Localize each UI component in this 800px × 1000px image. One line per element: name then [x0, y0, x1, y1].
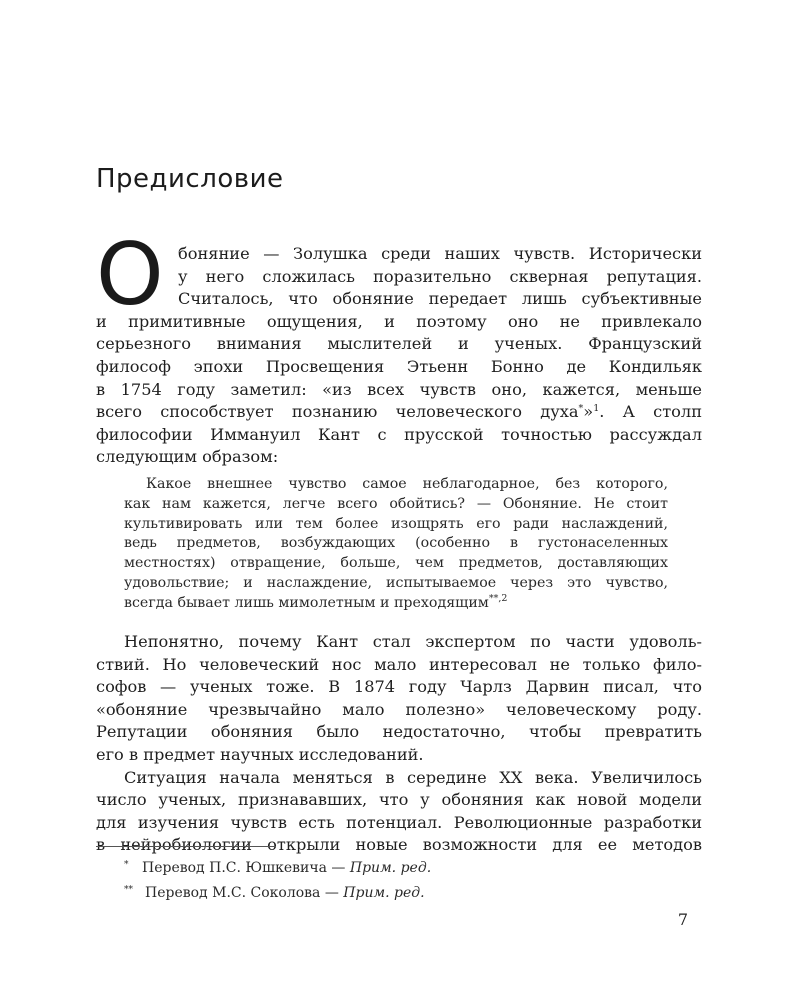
- text-line: боняние — Золушка среди наших чувств. Исторически: [178, 244, 702, 263]
- quote-line: как нам кажется, легче всего обойтись? — Обоняние. Не стоит: [124, 495, 668, 512]
- text-line: и примитивные ощущения, и поэтому оно не привлекало: [96, 311, 702, 331]
- footnote-editor-note: Прим. ред.: [349, 860, 432, 876]
- drop-cap-letter: О: [96, 225, 164, 325]
- quote-line: ведь предметов, возбуждающих (особенно в густонаселенных: [124, 535, 668, 552]
- footnote-text: Перевод П.С. Юшкевича —: [142, 860, 350, 876]
- text-line: «обоняние чрезвычайно мало полезно» человеческому роду.: [96, 699, 702, 719]
- footnote: [124, 854, 431, 879]
- quote-line: культивировать или тем более изощрять его ради наслаждений,: [124, 515, 668, 532]
- footnote-marker: **,: [488, 592, 502, 604]
- footnote: [124, 879, 431, 904]
- text-line: в нейробиологии открыли новые возможности для ее методов: [96, 835, 702, 855]
- endnote-reference: 1: [593, 403, 600, 415]
- text-line: для изучения чувств есть потенциал. Революционные разработки: [96, 812, 702, 832]
- page-number: 7: [677, 910, 688, 929]
- footnote-marker: *: [578, 403, 584, 415]
- closing-quote: »: [583, 402, 594, 422]
- intro-paragraph: [96, 243, 702, 469]
- quote-line-with-references: [124, 594, 668, 614]
- text-line: философии Иммануил Кант с прусской точностью рассуждал: [96, 424, 702, 444]
- text-line: ствий. Но человеческий нос мало интересовал не только фило-: [96, 654, 702, 674]
- text-line-with-references: [96, 401, 702, 424]
- text-line: у него сложилась поразительно скверная репутация.: [178, 266, 702, 286]
- text-line: в 1754 году заметил: «из всех чувств оно, кажется, меньше: [96, 379, 702, 399]
- quote-line: местностях) отвращение, больше, чем предметов, доставляющих: [124, 555, 668, 572]
- main-paragraphs: [96, 631, 702, 857]
- text-line: Репутации обоняния было недостаточно, чтобы превратить: [96, 722, 702, 742]
- text-line: Непонятно, почему Кант стал экспертом по части удоволь-: [124, 632, 702, 651]
- endnote-reference: 2: [501, 592, 508, 604]
- text-line: софов — ученых тоже. В 1874 году Чарлз Дарвин писал, что: [96, 677, 702, 697]
- footnote-editor-note: Прим. ред.: [343, 885, 425, 901]
- text-line: следующим образом:: [96, 447, 279, 467]
- line-text: . А столп: [599, 402, 702, 422]
- footnote-text: Перевод М.С. Соколова —: [145, 885, 344, 901]
- text-line: Считалось, что обоняние передает лишь субъективные: [178, 289, 702, 309]
- footnotes: [124, 854, 431, 904]
- line-text: всего способствует познанию человеческого духа: [96, 402, 579, 422]
- text-line: философ эпохи Просвещения Этьенн Бонно де Кондильяк: [96, 356, 702, 376]
- quote-line: удовольствие; и наслаждение, испытываемое через это чувство,: [124, 574, 668, 591]
- footnote-divider: [96, 846, 276, 847]
- quote-text: всегда бывает лишь мимолетным и преходящим: [124, 594, 489, 611]
- text-line: Ситуация начала меняться в середине XX века. Увеличилось: [124, 767, 702, 787]
- text-line: число ученых, признававших, что у обоняния как новой модели: [96, 790, 702, 810]
- chapter-title: Предисловие: [96, 164, 284, 194]
- quote-line: Какое внешнее чувство самое неблагодарное, без которого,: [146, 476, 668, 492]
- text-line: его в предмет научных исследований.: [96, 744, 424, 764]
- text-line: серьезного внимания мыслителей и ученых. Французский: [96, 334, 702, 354]
- footnote-mark: *: [124, 860, 129, 870]
- footnote-mark: **: [124, 885, 133, 895]
- block-quote: [124, 475, 668, 614]
